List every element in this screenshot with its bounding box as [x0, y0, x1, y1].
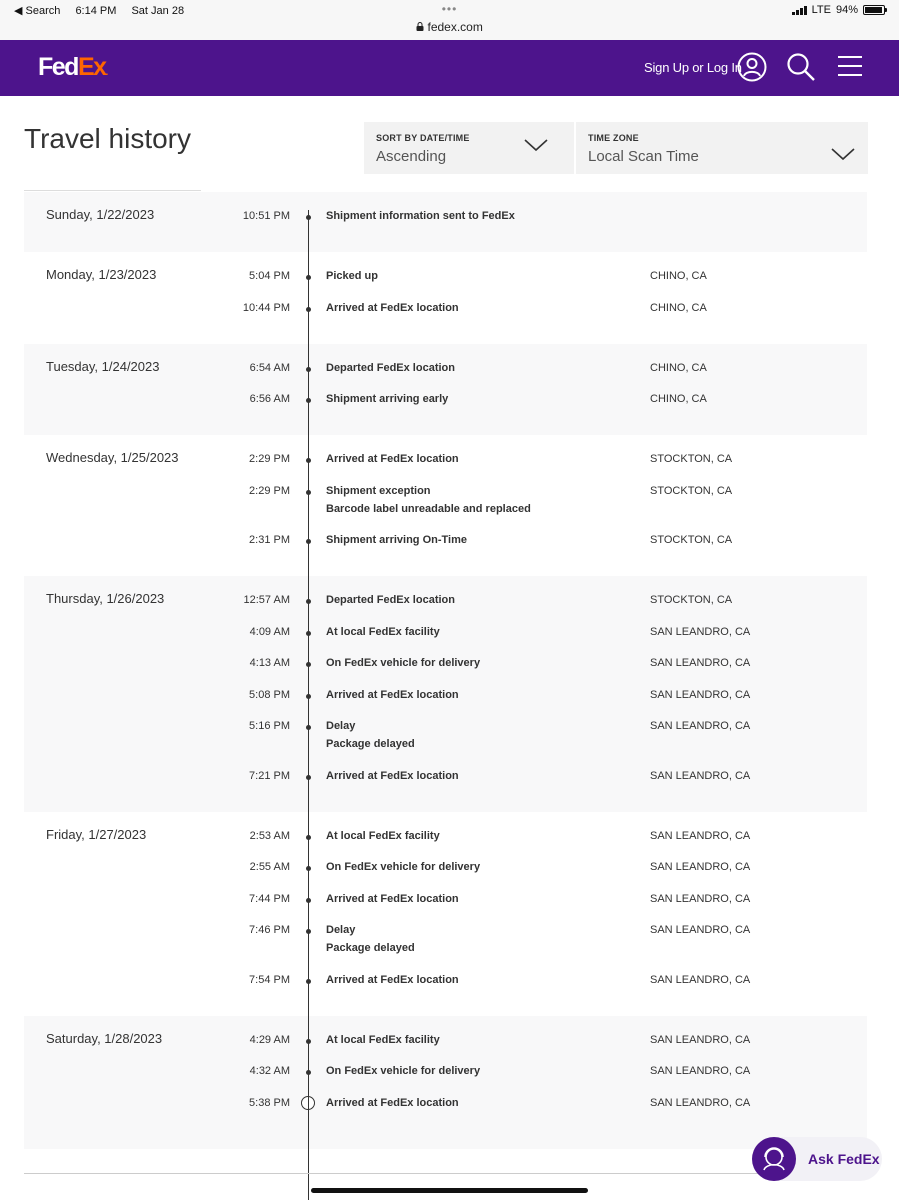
travel-history-list [24, 192, 867, 1149]
event-time: 7:44 PM [249, 892, 290, 905]
event-time: 7:54 PM [249, 973, 290, 986]
status-bar [0, 0, 899, 40]
event-location: STOCKTON, CA [650, 594, 733, 606]
event-time: 2:29 PM [249, 484, 290, 497]
tab-dots-icon[interactable]: ••• [441, 2, 458, 16]
event-location: SAN LEANDRO, CA [650, 973, 751, 986]
timezone-label: TIME ZONE [588, 133, 639, 143]
event-time: 2:55 AM [249, 861, 290, 873]
event-location: CHINO, CA [650, 361, 707, 374]
search-icon[interactable] [786, 52, 816, 82]
timezone-value: Local Scan Time [588, 148, 699, 165]
url-text: fedex.com [427, 20, 483, 34]
timeline-line [308, 210, 309, 1200]
event-status: On FedEx vehicle for delivery [326, 861, 481, 873]
event-location: STOCKTON, CA [650, 534, 733, 546]
event-location: SAN LEANDRO, CA [650, 1033, 751, 1046]
event-time: 5:08 PM [249, 688, 290, 701]
back-to-search-link[interactable]: ◀ Search [14, 5, 61, 17]
event-time: 4:32 AM [249, 1065, 290, 1077]
battery-percent: 94% [835, 4, 858, 16]
day-group [24, 344, 867, 436]
battery-icon [863, 5, 885, 15]
home-indicator[interactable] [311, 1188, 588, 1193]
chat-assistant-icon [752, 1137, 796, 1181]
address-bar[interactable] [0, 20, 899, 34]
event-location: SAN LEANDRO, CA [650, 625, 751, 638]
day-group [24, 192, 867, 252]
event-time: 5:04 PM [249, 270, 290, 282]
day-group [24, 812, 867, 1016]
event-location: SAN LEANDRO, CA [650, 769, 751, 782]
event-location: SAN LEANDRO, CA [650, 861, 751, 873]
event-time: 2:31 PM [249, 534, 290, 546]
event-location: CHINO, CA [650, 270, 707, 282]
chevron-down-icon [524, 138, 548, 152]
event-status: Arrived at FedEx location [326, 973, 459, 986]
logo-fed: Fed [38, 53, 78, 81]
status-time: 6:14 PM [75, 5, 117, 17]
event-time: 7:46 PM [249, 924, 290, 936]
day-label: Wednesday, 1/25/2023 [46, 450, 179, 465]
day-label: Sunday, 1/22/2023 [46, 207, 155, 222]
event-status: Arrived at FedEx location [326, 301, 459, 314]
event-status: Shipment arriving early [326, 393, 449, 405]
event-time: 10:44 PM [242, 301, 290, 314]
sign-in-link[interactable]: Sign Up or Log In [644, 60, 742, 75]
event-time: 5:38 PM [249, 1096, 290, 1109]
sort-dropdown[interactable] [364, 122, 574, 174]
event-detail: Package delayed [326, 942, 415, 954]
user-icon[interactable] [737, 52, 767, 82]
event-time: 2:29 PM [249, 453, 290, 465]
fedex-logo[interactable] [38, 53, 107, 82]
event-location: SAN LEANDRO, CA [650, 829, 751, 842]
ask-fedex-button[interactable] [752, 1137, 882, 1181]
event-time: 4:13 AM [249, 657, 290, 669]
event-status: Shipment information sent to FedEx [326, 210, 515, 222]
day-group [24, 252, 867, 344]
event-location: SAN LEANDRO, CA [650, 1096, 751, 1109]
event-status: Arrived at FedEx location [326, 892, 459, 905]
day-label: Monday, 1/23/2023 [46, 267, 157, 282]
sort-value: Ascending [376, 148, 447, 165]
event-location: STOCKTON, CA [650, 484, 733, 497]
day-group [24, 576, 867, 812]
event-location: SAN LEANDRO, CA [650, 924, 751, 936]
event-status: Arrived at FedEx location [326, 453, 459, 465]
event-time: 12:57 AM [243, 594, 290, 606]
event-status: On FedEx vehicle for delivery [326, 657, 481, 669]
day-label: Tuesday, 1/24/2023 [46, 358, 160, 374]
event-location: CHINO, CA [650, 393, 707, 405]
event-time: 7:21 PM [249, 769, 290, 782]
event-time: 6:54 AM [249, 361, 290, 374]
event-status: Arrived at FedEx location [326, 769, 459, 782]
status-date: Sat Jan 28 [131, 5, 185, 17]
network-type: LTE [811, 4, 831, 16]
event-time: 4:29 AM [249, 1033, 290, 1046]
day-group [24, 435, 867, 576]
event-status: Arrived at FedEx location [326, 1096, 459, 1109]
status-right [792, 4, 885, 16]
menu-icon[interactable] [837, 54, 863, 78]
page-title: Travel history [24, 123, 192, 154]
day-label: Thursday, 1/26/2023 [46, 591, 165, 606]
event-status: Delay [326, 924, 356, 936]
day-group [24, 1016, 867, 1149]
event-status: At local FedEx facility [326, 625, 440, 638]
timezone-dropdown[interactable] [576, 122, 868, 174]
event-location: SAN LEANDRO, CA [650, 892, 751, 905]
event-time: 5:16 PM [249, 720, 290, 732]
event-status: Departed FedEx location [326, 361, 455, 374]
event-status: Shipment arriving On-Time [326, 534, 467, 546]
bottom-divider [24, 1173, 867, 1174]
event-status: Arrived at FedEx location [326, 688, 459, 701]
logo-dot: . [105, 67, 107, 78]
sort-label: SORT BY DATE/TIME [376, 133, 470, 143]
battery-fill [865, 7, 882, 13]
lock-icon [416, 20, 427, 34]
event-location: SAN LEANDRO, CA [650, 688, 751, 701]
event-time: 4:09 AM [249, 625, 290, 638]
event-detail: Barcode label unreadable and replaced [326, 502, 531, 515]
event-location: SAN LEANDRO, CA [650, 1065, 751, 1077]
event-location: STOCKTON, CA [650, 453, 733, 465]
event-location: SAN LEANDRO, CA [650, 720, 751, 732]
day-label: Saturday, 1/28/2023 [46, 1030, 163, 1046]
ask-fedex-label: Ask FedEx [808, 1151, 880, 1167]
event-location: SAN LEANDRO, CA [650, 657, 751, 669]
event-status: Delay [326, 720, 356, 732]
event-time: 6:56 AM [249, 393, 290, 405]
chevron-down-icon [831, 147, 855, 161]
event-status: At local FedEx facility [326, 1033, 440, 1046]
event-status: Departed FedEx location [326, 594, 455, 606]
event-time: 10:51 PM [242, 210, 290, 222]
event-status: At local FedEx facility [326, 829, 440, 842]
title-divider [24, 190, 201, 191]
event-status: Picked up [326, 270, 378, 282]
day-label: Friday, 1/27/2023 [46, 826, 147, 842]
logo-ex: Ex [77, 53, 106, 81]
event-time: 2:53 AM [249, 829, 290, 842]
site-header [0, 40, 899, 96]
event-detail: Package delayed [326, 738, 415, 750]
event-status: On FedEx vehicle for delivery [326, 1065, 481, 1077]
event-status: Shipment exception [326, 484, 431, 497]
event-location: CHINO, CA [650, 301, 707, 314]
signal-icon [792, 6, 807, 15]
